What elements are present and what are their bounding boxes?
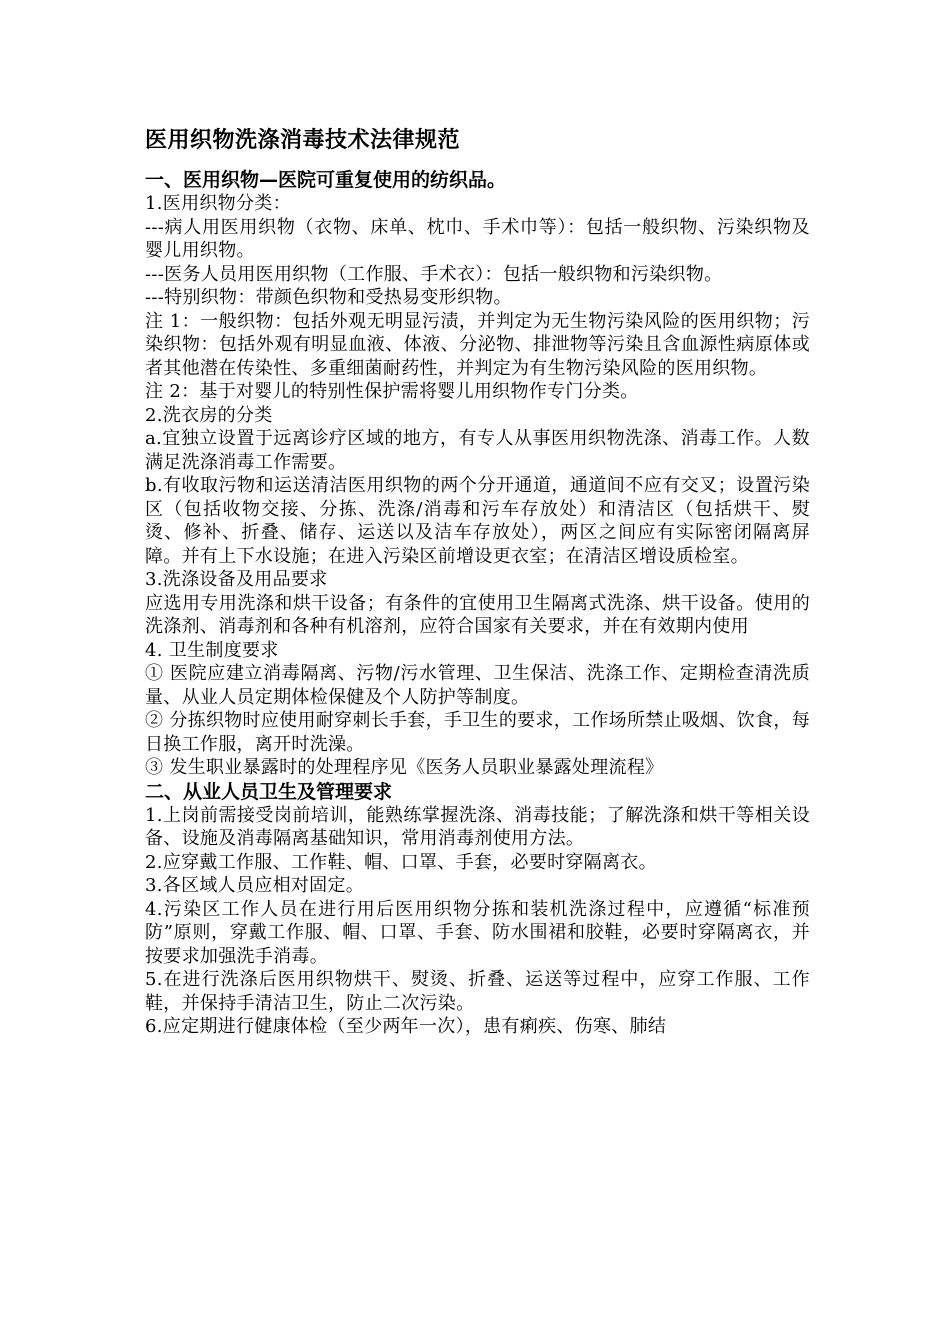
document-page: [145, 126, 810, 1039]
paragraph: 1.上岗前需接受岗前培训，能熟练掌握洗涤、消毒技能；了解洗涤和烘干等相关设备、设施及消毒隔离基础知识，常用消毒剂使用方法。: [145, 804, 810, 849]
paragraph: a.宜独立设置于远离诊疗区域的地方，有专人从事医用织物洗涤、消毒工作。人数满足洗涤消毒工作需要。: [145, 428, 810, 473]
paragraph: 5.在进行洗涤后医用织物烘干、熨烫、折叠、运送等过程中，应穿工作服、工作鞋，并保持手清洁卫生，防止二次污染。: [145, 969, 810, 1014]
paragraph: 3.各区域人员应相对固定。: [145, 875, 365, 896]
paragraph: 4.污染区工作人员在进行用后医用织物分拣和装机洗涤过程中，应遵循“标准预防”原则，穿戴工作服、帽、口罩、手套、防水围裙和胶鞋，必要时穿隔离衣，并按要求加强洗手消毒。: [145, 898, 810, 967]
paragraph: 6.应定期进行健康体检（至少两年一次），患有痢疾、伤寒、肺结: [145, 1016, 667, 1037]
section-heading: 一、医用织物—医院可重复使用的纺织品。: [145, 169, 507, 191]
paragraph: ③ 发生职业暴露时的处理程序见《医务人员职业暴露处理流程》: [145, 757, 664, 778]
paragraph: 2.洗衣房的分类: [145, 404, 273, 426]
paragraph: ---特别织物：带颜色织物和受热易变形织物。: [145, 287, 512, 308]
paragraph: 4. 卫生制度要求: [145, 639, 279, 661]
paragraph: ① 医院应建立消毒隔离、污物/污水管理、卫生保洁、洗涤工作、定期检查清洗质量、从业人员定期体检保健及个人防护等制度。: [145, 663, 810, 708]
paragraph: b.有收取污物和运送清洁医用织物的两个分开通道，通道间不应有交叉；设置污染区（包括收物交接、分拣、洗涤/消毒和污车存放处）和清洁区（包括烘干、熨烫、修补、折叠、储存、运送以及洁车存放处），两区之间应有实际密闭隔离屏障。并有上下水设施；在进入污染区前增设更衣室；在清洁区增设质检室。: [145, 475, 810, 567]
document-body: [145, 168, 810, 1039]
paragraph: 2.应穿戴工作服、工作鞋、帽、口罩、手套，必要时穿隔离衣。: [145, 851, 657, 873]
paragraph: ---病人用医用织物（衣物、床单、枕巾、手术巾等）：包括一般织物、污染织物及婴儿用织物。: [145, 216, 810, 261]
paragraph: 3.洗涤设备及用品要求: [145, 569, 328, 590]
document-title: 医用织物洗涤消毒技术法律规范: [145, 128, 461, 153]
paragraph: ---医务人员用医用织物（工作服、手术衣）：包括一般织物和污染织物。: [145, 263, 723, 285]
paragraph: 注 1：一般织物：包括外观无明显污渍，并判定为无生物污染风险的医用织物；污染织物：包括外观有明显血液、体液、分泌物、排泄物等污染且含血源性病原体或者其他潜在传染性、多重细菌耐药性，并判定为有生物污染风险的医用织物。: [145, 310, 810, 379]
paragraph: 应选用专用洗涤和烘干设备；有条件的宜使用卫生隔离式洗涤、烘干设备。使用的洗涤剂、消毒剂和各种有机溶剂，应符合国家有关要求，并在有效期内使用: [145, 592, 810, 637]
paragraph: ② 分拣织物时应使用耐穿刺长手套，手卫生的要求，工作场所禁止吸烟、饮食，每日换工作服，离开时洗澡。: [145, 710, 810, 755]
section-heading: 二、从业人员卫生及管理要求: [145, 780, 393, 803]
paragraph: 注 2：基于对婴儿的特别性保护需将婴儿用织物作专门分类。: [145, 381, 639, 402]
paragraph: 1.医用织物分类：: [145, 193, 291, 214]
